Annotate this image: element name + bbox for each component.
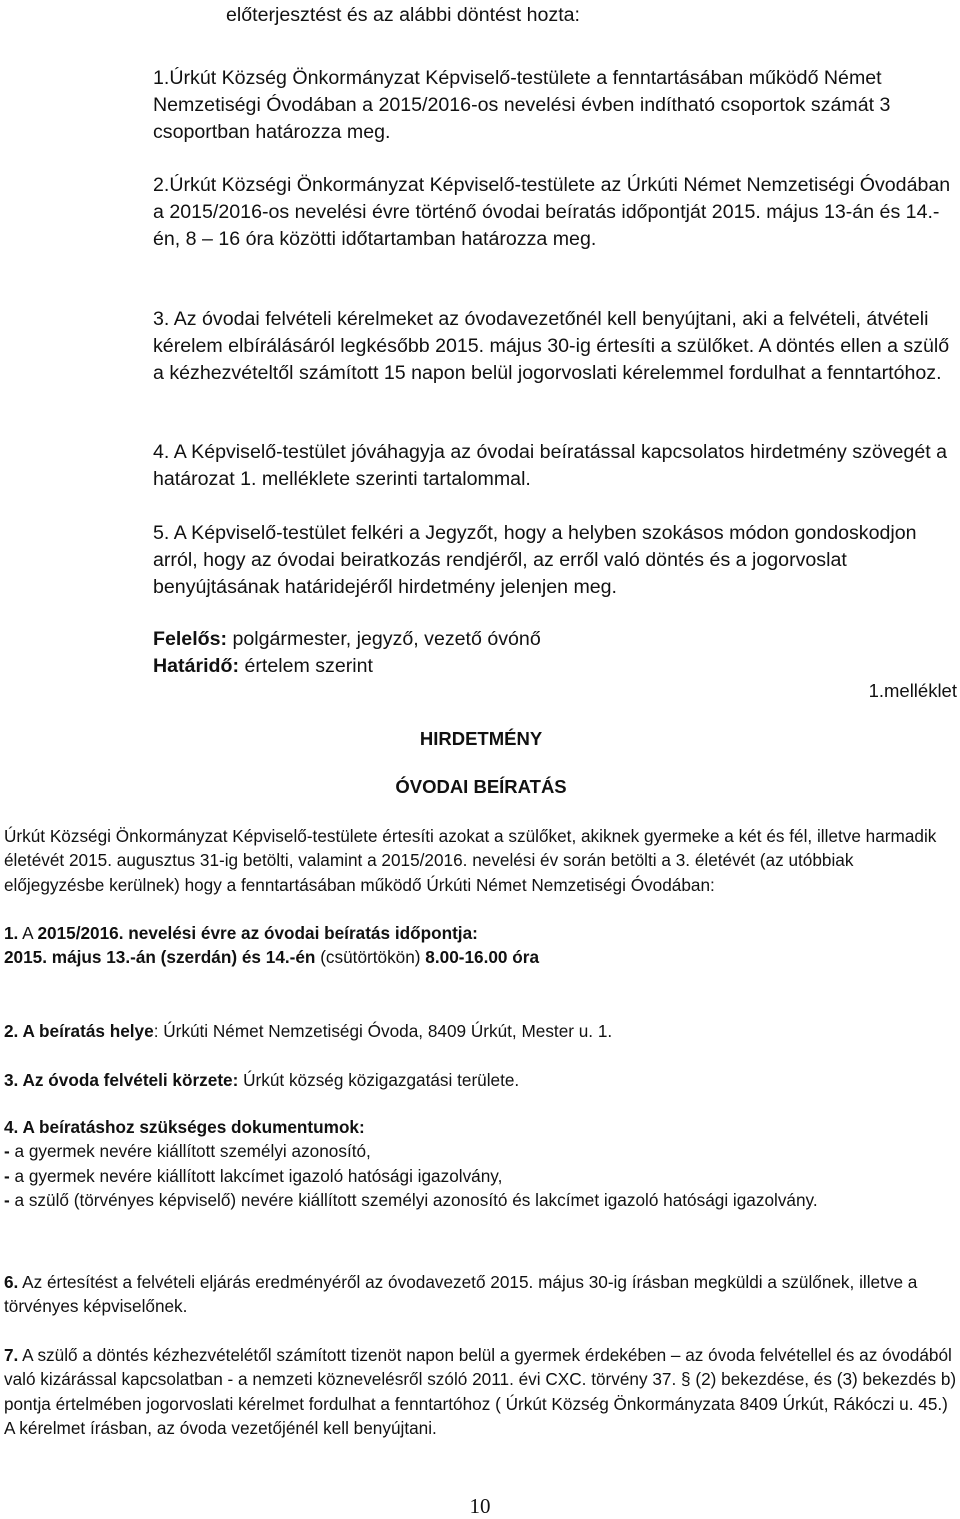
item-4-bullet-3: a szülő (törvényes képviselő) nevére kiállított személyi azonosító és lakcímet igazoló hatósági igazolvány. <box>9 1190 818 1211</box>
item-3-label: Az óvoda felvételi körzete: <box>18 1070 239 1090</box>
decision-4: 4. A Képviselő-testület jóváhagyja az óvodai beíratással kapcsolatos hirdetmény szövegét a határozat 1. melléklete szerinti tartalommal. <box>153 441 948 491</box>
bullet-dash: - <box>4 1165 10 1186</box>
item-7 <box>4 1343 958 1441</box>
deadline-label: Határidő: <box>153 655 240 677</box>
item-1 <box>4 921 958 970</box>
responsible-value: polgármester, jegyző, vezető óvónő <box>227 628 541 650</box>
item-7-text: A szülő a döntés kézhezvételétől számított tizenöt napon belül a gyermek érdekében – az óvoda felvétellel és az óvodából való kizárással kapcsolatban - a nemzeti köznevelésről szóló 2011. évi CXC. törvény 37. § (2) bekezdése, és (3) bekezdés b) pontja értelmében jogorvoslati kérelmet fordulhat a fenntartóhoz ( Úrkút Község Önkormányzata 8409 Úrkút, Rákóczi u. 45.) A kérelmet írásban, az óvoda vezetőjénél kell benyújtani. <box>4 1345 957 1439</box>
item-6-text: Az értesítést a felvételi eljárás eredményéről az óvodavezető 2015. május 30-ig írásban megküldi a szülőnek, illetve a törvényes képviselőnek. <box>4 1272 918 1317</box>
decision-5: 5. A Képviselő-testület felkéri a Jegyzőt, hogy a helyben szokásos módon gondoskodjon arról, hogy az óvodai beiratkozás rendjéről, az erről való döntés és a jogorvoslat benyújtásának határidejéről hirdetmény jelenjen meg. <box>153 522 917 599</box>
item-2-number: 2. <box>4 1021 19 1041</box>
decision-2: 2.Úrkút Községi Önkormányzat Képviselő-testülete az Úrkúti Német Nemzetiségi Óvodában a 2015/2016-os nevelési évre történő óvodai beíratás időpontját 2015. május 13-án és 14.-én, 8 – 16 óra közötti időtartamban határozza meg. <box>153 174 951 251</box>
bullet-dash: - <box>4 1141 10 1162</box>
bullet-dash: - <box>4 1190 10 1211</box>
item-4 <box>4 1115 958 1213</box>
item-3 <box>4 1068 958 1092</box>
decision-1: 1.Úrkút Község Önkormányzat Képviselő-testülete a fenntartásában működő Német Nemzetiségi Óvodában a 2015/2016-os nevelési évben indítható csoportok számát 3 csoportban határozza meg. <box>153 67 891 144</box>
item-1-title: 2015/2016. nevelési évre az óvodai beíratás időpontja: <box>37 923 478 943</box>
item-1-time: 8.00-16.00 óra <box>425 947 540 968</box>
notice-intro: Úrkút Községi Önkormányzat Képviselő-testülete értesíti azokat a szülőket, akiknek gyermeke a két és fél, illetve harmadik életévét 2015. augusztus 31-ig betölti, valamint a 2015/2016. nevelési év során betölti a 3. életévét (az utóbbiak előjegyzésbe kerülnek) hogy a fenntartásában működő Úrkúti Német Nemzetiségi Óvodában: <box>4 826 937 895</box>
item-4-bullet-1: a gyermek nevére kiállított személyi azonosító, <box>9 1141 371 1162</box>
item-6 <box>4 1270 958 1319</box>
item-2-label: A beíratás helye <box>18 1021 154 1041</box>
responsible-line <box>153 626 958 653</box>
item-4-number: 4. <box>4 1117 19 1137</box>
item-4-label: A beíratáshoz szükséges dokumentumok: <box>18 1117 365 1137</box>
annex-label: 1.melléklet <box>868 680 957 701</box>
item-2-text: : Úrkúti Német Nemzetiségi Óvoda, 8409 Úrkút, Mester u. 1. <box>153 1021 613 1041</box>
item-4-bullet-2: a gyermek nevére kiállított lakcímet igazoló hatósági igazolvány, <box>9 1165 503 1186</box>
intro-text: előterjesztést és az alábbi döntést hozta: <box>226 4 580 26</box>
item-6-number: 6. <box>4 1272 19 1292</box>
item-1-a: A <box>18 923 38 943</box>
responsible-label: Felelős: <box>153 628 228 650</box>
notice-title: HIRDETMÉNY <box>419 728 543 749</box>
notice-title-row <box>0 728 960 750</box>
item-1-date: 2015. május 13.-án (szerdán) és 14.-én <box>4 947 316 968</box>
page-number: 10 <box>469 1494 491 1518</box>
item-2 <box>4 1019 958 1043</box>
item-3-text: Úrkút község közigazgatási területe. <box>238 1070 520 1090</box>
item-1-number: 1. <box>4 923 19 943</box>
deadline-line <box>153 653 958 680</box>
notice-subtitle: ÓVODAI BEÍRATÁS <box>395 776 567 797</box>
notice-subtitle-row <box>0 776 960 798</box>
deadline-value: értelem szerint <box>239 655 373 677</box>
decision-3: 3. Az óvodai felvételi kérelmeket az óvodavezetőnél kell benyújtani, aki a felvételi, átvételi kérelem elbírálásáról legkésőbb 2015. május 30-ig értesíti a szülőket. A döntés ellen a szülő a kézhezvételtől számított 15 napon belül jogorvoslati kérelemmel fordulhat a fenntartóhoz. <box>153 308 950 385</box>
item-3-number: 3. <box>4 1070 19 1090</box>
item-1-day: (csütörtökön) <box>315 947 426 968</box>
item-7-number: 7. <box>4 1345 19 1365</box>
